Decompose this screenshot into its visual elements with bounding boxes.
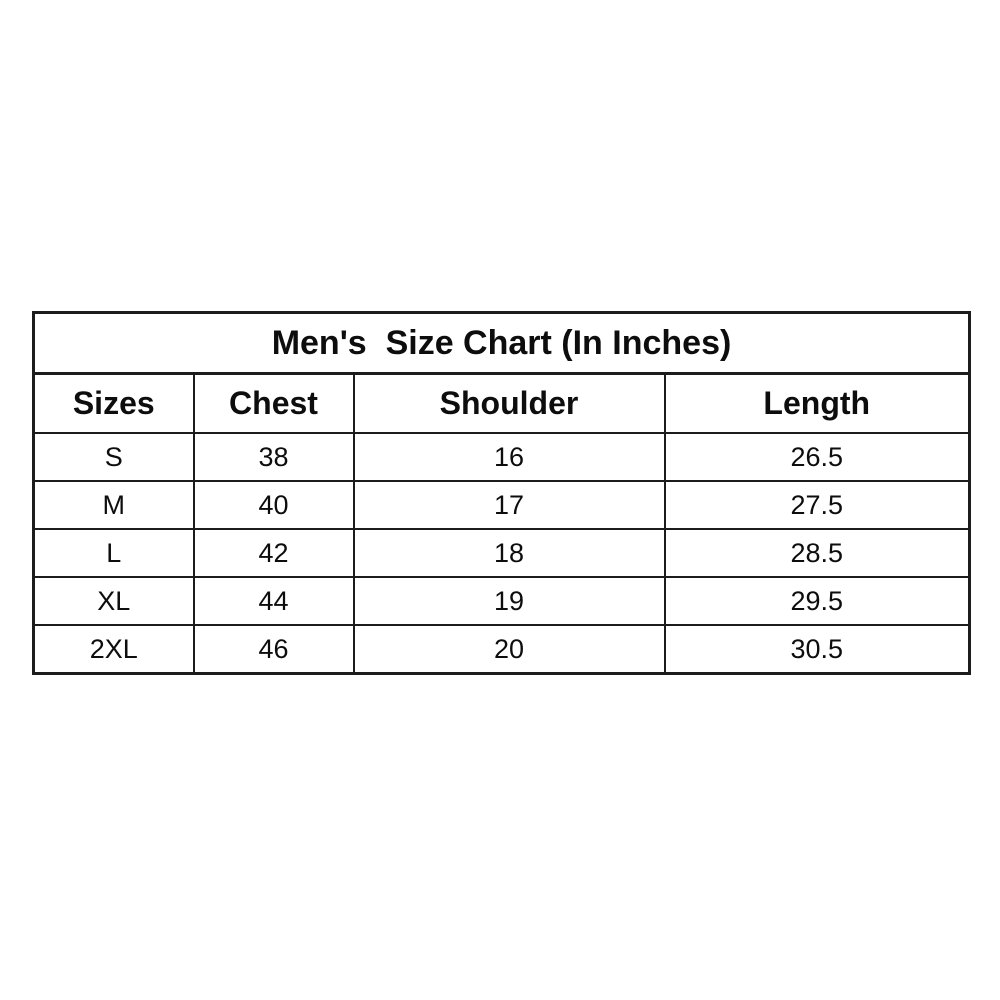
header-row <box>34 374 970 434</box>
col-header-chest: Chest <box>194 374 354 434</box>
shoulder-cell: 19 <box>354 577 665 625</box>
length-cell: 30.5 <box>665 625 970 674</box>
table-row <box>34 625 970 674</box>
shoulder-cell: 17 <box>354 481 665 529</box>
length-cell: 29.5 <box>665 577 970 625</box>
shoulder-cell: 18 <box>354 529 665 577</box>
size-cell: S <box>34 433 194 481</box>
size-cell: XL <box>34 577 194 625</box>
table-row <box>34 577 970 625</box>
size-cell: M <box>34 481 194 529</box>
chest-cell: 44 <box>194 577 354 625</box>
table-title: Men's Size Chart (In Inches) <box>34 313 970 374</box>
size-cell: 2XL <box>34 625 194 674</box>
title-row <box>34 313 970 374</box>
chest-cell: 40 <box>194 481 354 529</box>
chest-cell: 46 <box>194 625 354 674</box>
length-cell: 28.5 <box>665 529 970 577</box>
length-cell: 26.5 <box>665 433 970 481</box>
table-row <box>34 529 970 577</box>
col-header-sizes: Sizes <box>34 374 194 434</box>
col-header-shoulder: Shoulder <box>354 374 665 434</box>
size-chart-table <box>32 311 971 675</box>
chest-cell: 38 <box>194 433 354 481</box>
table-row <box>34 481 970 529</box>
shoulder-cell: 20 <box>354 625 665 674</box>
length-cell: 27.5 <box>665 481 970 529</box>
shoulder-cell: 16 <box>354 433 665 481</box>
size-cell: L <box>34 529 194 577</box>
table-row <box>34 433 970 481</box>
col-header-length: Length <box>665 374 970 434</box>
chest-cell: 42 <box>194 529 354 577</box>
